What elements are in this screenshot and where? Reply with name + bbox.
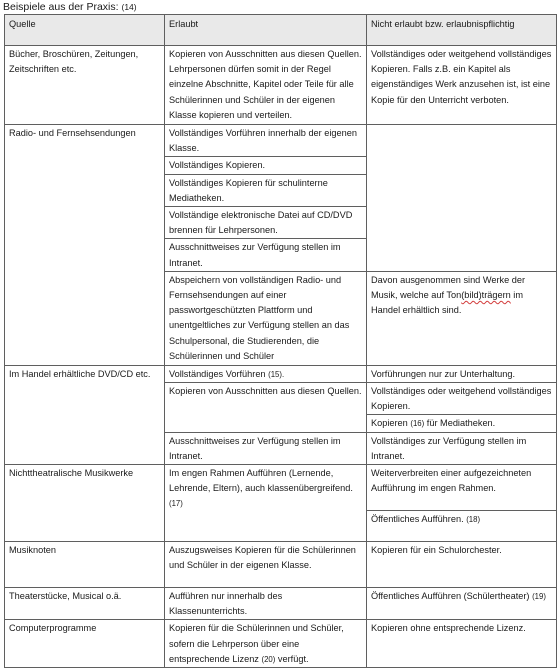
- allowed-cell: Ausschnittweises zur Verfügung stellen im Intranet.: [165, 432, 367, 464]
- source-cell: Theaterstücke, Musical o.ä.: [5, 588, 165, 620]
- allowed-cell: Im engen Rahmen Aufführen (Lernende, Lehrende, Eltern), auch klassenübergreifend. (17): [165, 465, 367, 542]
- spellcheck-mark: (bild)trägern: [461, 290, 511, 301]
- caption-title: Beispiele aus der Praxis:: [3, 1, 119, 13]
- not-allowed-cell: Weiterverbreiten einer aufgezeichneten Aufführung im engen Rahmen.: [367, 465, 557, 511]
- not-allowed-cell: Kopieren (16) für Mediatheken.: [367, 415, 557, 432]
- footnote-ref: (16): [410, 419, 425, 429]
- not-allowed-cell: Kopieren für ein Schulorchester.: [367, 542, 557, 588]
- footnote-ref: (18): [466, 515, 481, 525]
- header-allowed: Erlaubt: [165, 15, 367, 46]
- footnote-ref: (19): [532, 592, 546, 602]
- allowed-cell: Ausschnittweises zur Verfügung stellen im Intranet.: [165, 239, 367, 271]
- not-allowed-cell: Kopieren ohne entsprechende Lizenz.: [367, 620, 557, 668]
- examples-table: [4, 14, 557, 668]
- allowed-cell: Kopieren für die Schülerinnen und Schüler, sofern die Lehrperson über eine entsprechende Lizenz (20) verfügt.: [165, 620, 367, 668]
- allowed-cell: Vollständige elektronische Datei auf CD/DVD brennen für Lehrpersonen.: [165, 207, 367, 239]
- not-allowed-cell: Davon ausgenommen sind Werke der Musik, welche auf Ton(bild)trägern im Handel erhältlich sind.: [367, 271, 557, 365]
- source-cell: Musiknoten: [5, 542, 165, 588]
- not-allowed-cell: Vorführungen nur zur Unterhaltung.: [367, 365, 557, 382]
- source-cell: Im Handel erhältliche DVD/CD etc.: [5, 365, 165, 464]
- not-allowed-cell: Öffentliches Aufführen (Schülertheater) (19): [367, 588, 557, 620]
- allowed-cell: Abspeichern von vollständigen Radio- und Fernsehsendungen auf einer passwortgeschützten Plattform und unentgeltliches zur Verfügung stellen an das Schulpersonal, die Studierenden, die Schülerinnen und Schüler: [165, 271, 367, 365]
- not-allowed-cell: Öffentliches Aufführen. (18): [367, 511, 557, 542]
- table-row-music: [5, 465, 557, 511]
- header-not-allowed: Nicht erlaubt bzw. erlaubnispflichtig: [367, 15, 557, 46]
- table-row-theatre: [5, 588, 557, 620]
- allowed-cell: Vollständiges Vorführen (15).: [165, 365, 367, 382]
- table-row-sheet-music: [5, 542, 557, 588]
- footnote-ref: (17): [169, 499, 183, 509]
- header-source: Quelle: [5, 15, 165, 46]
- table-row-dvd: [5, 365, 557, 382]
- source-cell: Computerprogramme: [5, 620, 165, 668]
- header-row: [5, 15, 557, 46]
- table-row-radio: [5, 125, 557, 157]
- allowed-cell: Auszugsweises Kopieren für die Schülerinnen und Schüler in der eigenen Klasse.: [165, 542, 367, 588]
- caption-footnote-ref: (14): [121, 2, 137, 12]
- allowed-cell: Vollständiges Kopieren.: [165, 157, 367, 174]
- table-caption: [3, 0, 137, 14]
- table-row-books: [5, 46, 557, 125]
- allowed-cell: Kopieren von Ausschnitten aus diesen Quellen.: [165, 383, 367, 433]
- not-allowed-cell: Vollständiges oder weitgehend vollständiges Kopieren.: [367, 383, 557, 415]
- allowed-cell: Aufführen nur innerhalb des Klassenunterrichts.: [165, 588, 367, 620]
- table-row-software: [5, 620, 557, 668]
- not-allowed-cell: Vollständiges oder weitgehend vollständiges Kopieren. Falls z.B. ein Kapitel als eigenständiges Werk anzusehen ist, ist eine Kopie für den Unterricht verboten.: [367, 46, 557, 125]
- allowed-cell: Kopieren von Ausschnitten aus diesen Quellen. Lehrpersonen dürfen somit in der Regel einzelne Abschnitte, Kapitel oder Teile für alle Schülerinnen und Schüler in der eigenen Klasse kopieren und verteilen.: [165, 46, 367, 125]
- not-allowed-cell: Vollständiges zur Verfügung stellen im Intranet.: [367, 432, 557, 464]
- source-cell: Nichttheatralische Musikwerke: [5, 465, 165, 542]
- allowed-cell: Vollständiges Vorführen innerhalb der eigenen Klasse.: [165, 125, 367, 157]
- footnote-ref: (15).: [268, 369, 285, 379]
- allowed-cell: Vollständiges Kopieren für schulinterne Mediatheken.: [165, 174, 367, 206]
- footnote-ref: (20): [261, 654, 276, 664]
- not-allowed-cell-empty: [367, 125, 557, 272]
- source-cell: Bücher, Broschüren, Zeitungen, Zeitschriften etc.: [5, 46, 165, 125]
- source-cell: Radio- und Fernsehsendungen: [5, 125, 165, 366]
